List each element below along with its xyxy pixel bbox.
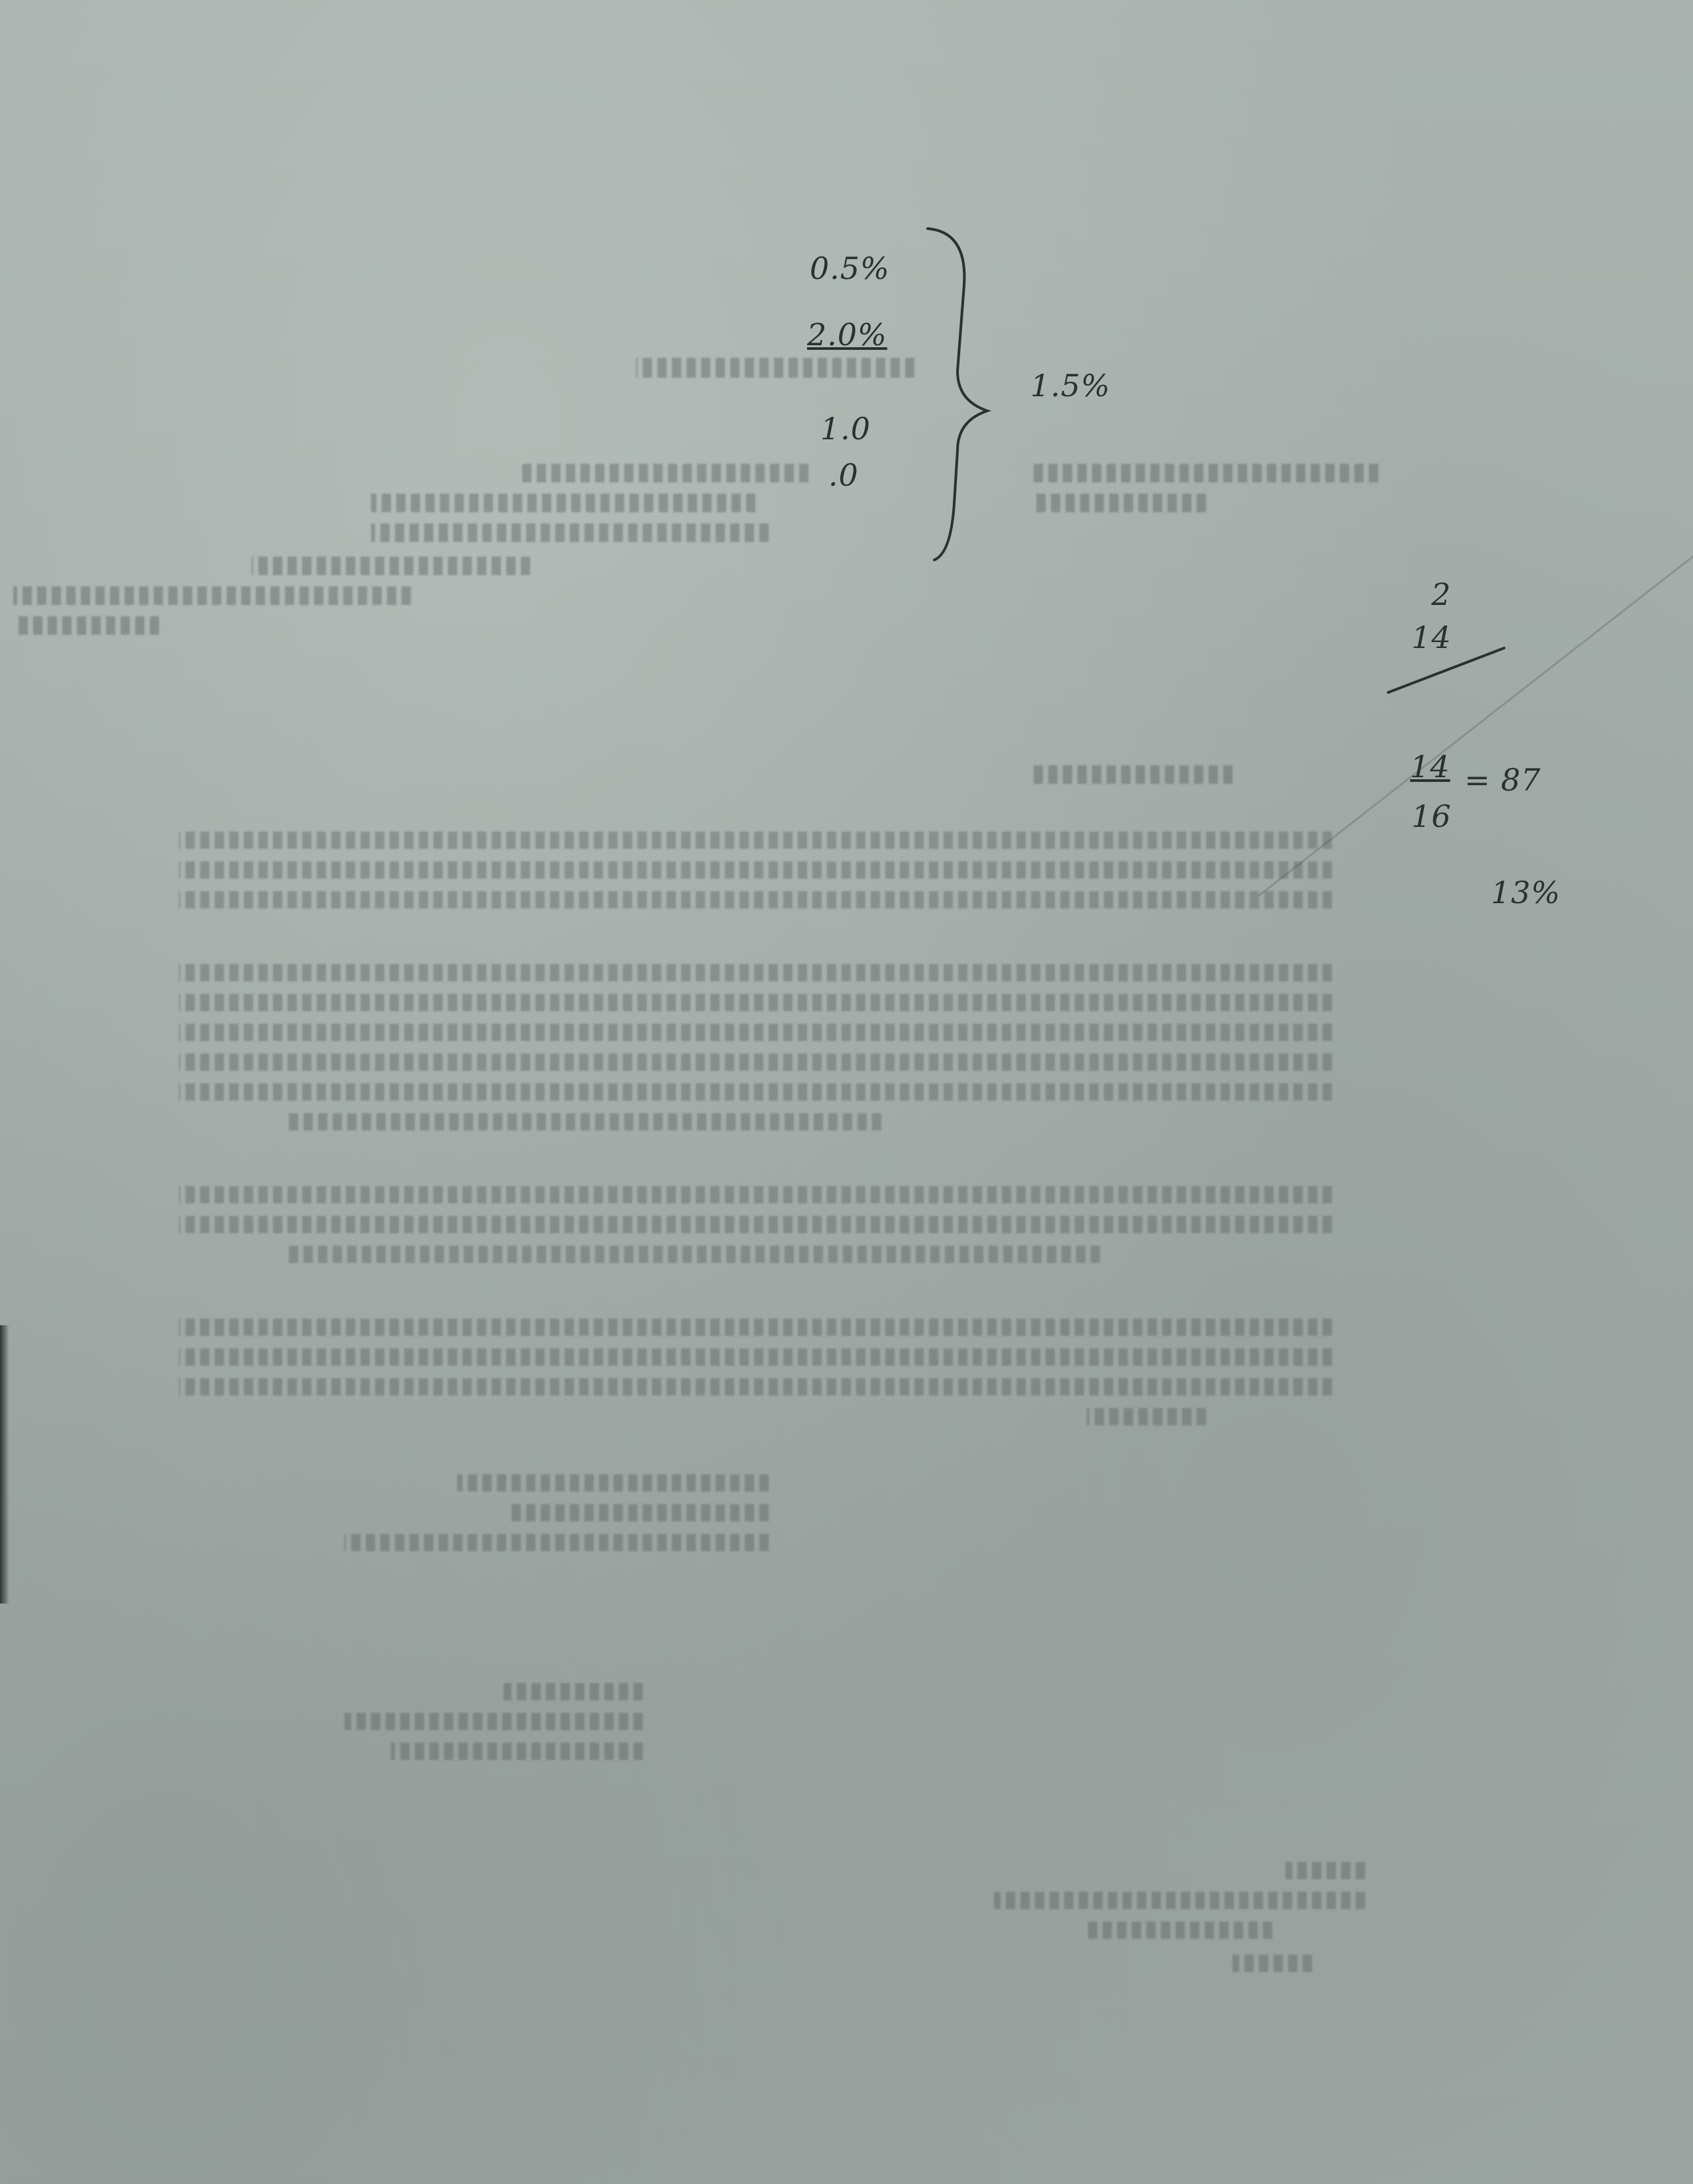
handwritten-percent-4: .0 [828, 457, 859, 493]
curly-brace-mark [928, 229, 987, 560]
fraction-divider-line [1388, 648, 1504, 692]
handwritten-percent-1: 0.5% [810, 250, 890, 286]
handwritten-calc-numerator: 14 [1410, 749, 1450, 785]
handwritten-fraction-denominator: 14 [1411, 620, 1452, 655]
handwritten-percent-2: 2.0% [807, 317, 887, 353]
handwritten-fraction-numerator: 2 [1431, 576, 1452, 612]
handwritten-result-percent: 13% [1491, 875, 1561, 910]
handwritten-bracket-total: 1.5% [1030, 368, 1111, 404]
handwritten-percent-3: 1.0 [820, 411, 871, 447]
handwritten-calc-denominator: 16 [1411, 798, 1452, 834]
handwritten-calc-result: = 87 [1464, 762, 1541, 798]
